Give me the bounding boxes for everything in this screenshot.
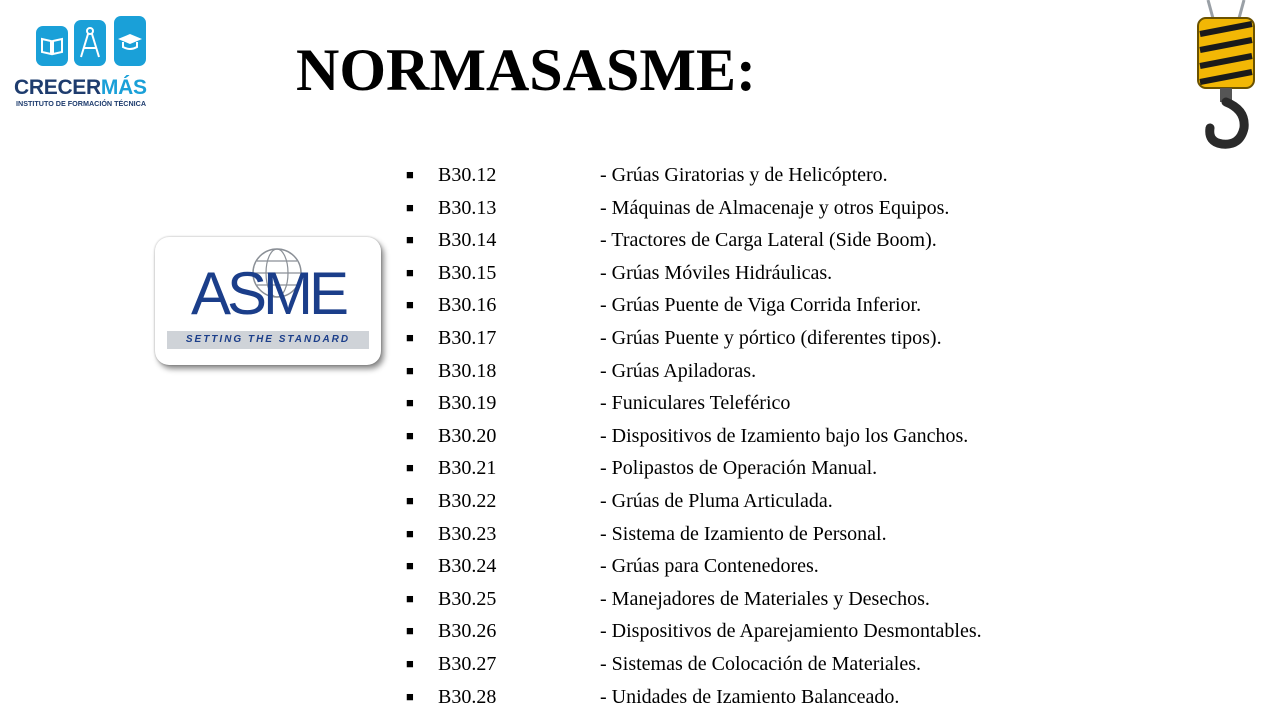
list-item	[406, 485, 982, 518]
norm-code: B30.14	[438, 229, 497, 252]
norm-description: - Dispositivos de Aparejamiento Desmontables.	[600, 620, 982, 643]
brand-tagline: INSTITUTO DE FORMACIÓN TÉCNICA	[16, 99, 147, 108]
bullet-icon: ■	[406, 590, 414, 606]
norm-code: B30.17	[438, 326, 497, 349]
list-item	[406, 387, 982, 420]
graduation-cap-icon	[114, 16, 146, 66]
list-item	[406, 518, 982, 551]
list-item	[406, 159, 982, 192]
bullet-icon: ■	[406, 427, 414, 443]
norm-code: B30.22	[438, 489, 497, 512]
list-item	[406, 192, 982, 225]
norm-description: - Manejadores de Materiales y Desechos.	[600, 587, 930, 610]
norms-list	[406, 159, 982, 713]
list-item	[406, 615, 982, 648]
norm-description: - Polipastos de Operación Manual.	[600, 457, 878, 480]
bullet-icon: ■	[406, 329, 414, 345]
norm-description: - Funiculares Teleférico	[600, 392, 791, 415]
norm-description: - Sistemas de Colocación de Materiales.	[600, 652, 922, 675]
norm-description: - Grúas Móviles Hidráulicas.	[600, 261, 833, 284]
norm-code: B30.19	[438, 392, 497, 415]
bullet-icon: ■	[406, 460, 414, 476]
norm-code: B30.15	[438, 261, 497, 284]
list-item	[406, 420, 982, 453]
list-item	[406, 322, 982, 355]
bullet-icon: ■	[406, 264, 414, 280]
bullet-icon: ■	[406, 232, 414, 248]
list-item	[406, 681, 982, 714]
crane-hook-icon	[1186, 0, 1266, 150]
norm-code: B30.12	[438, 164, 497, 186]
norm-description: - Tractores de Carga Lateral (Side Boom).	[600, 229, 937, 252]
bullet-icon: ■	[406, 297, 414, 313]
bullet-icon: ■	[406, 525, 414, 541]
asme-subtitle: SETTING THE STANDARD	[185, 334, 351, 345]
norm-code: B30.23	[438, 522, 497, 545]
list-item	[406, 583, 982, 616]
norm-description: - Grúas para Contenedores.	[600, 555, 819, 578]
norm-description: - Grúas Giratorias y de Helicóptero.	[600, 164, 888, 186]
bullet-icon: ■	[406, 623, 414, 639]
norm-description: - Dispositivos de Izamiento bajo los Ganchos.	[600, 424, 969, 447]
asme-logo	[155, 237, 381, 365]
norm-code: B30.13	[438, 196, 497, 219]
bullet-icon: ■	[406, 492, 414, 508]
list-item	[406, 224, 982, 257]
norm-description: - Unidades de Izamiento Balanceado.	[600, 685, 900, 708]
bullet-icon: ■	[406, 558, 414, 574]
list-item	[406, 550, 982, 583]
norm-code: B30.20	[438, 424, 497, 447]
norm-code: B30.27	[438, 652, 497, 675]
list-item	[406, 648, 982, 681]
brand-name: CRECERMÁS	[14, 76, 147, 99]
norm-code: B30.18	[438, 359, 497, 382]
norm-description: - Sistema de Izamiento de Personal.	[600, 522, 887, 545]
norm-description: - Grúas Puente y pórtico (diferentes tipos).	[600, 326, 942, 349]
asme-wordmark: ASME	[190, 260, 346, 327]
norm-code: B30.24	[438, 555, 497, 578]
list-item	[406, 289, 982, 322]
norm-code: B30.16	[438, 294, 497, 317]
norm-description: - Grúas Apiladoras.	[600, 359, 757, 382]
list-item	[406, 452, 982, 485]
compass-icon	[74, 20, 106, 66]
bullet-icon: ■	[406, 655, 414, 671]
list-item	[406, 355, 982, 388]
list-item	[406, 257, 982, 290]
bullet-icon: ■	[406, 395, 414, 411]
norm-code: B30.26	[438, 620, 497, 643]
bullet-icon: ■	[406, 167, 414, 182]
crecermas-logo	[14, 16, 174, 108]
norm-description: - Máquinas de Almacenaje y otros Equipos.	[600, 196, 950, 219]
norm-code: B30.28	[438, 685, 497, 708]
norm-code: B30.25	[438, 587, 497, 610]
norm-code: B30.21	[438, 457, 497, 480]
bullet-icon: ■	[406, 362, 414, 378]
bullet-icon: ■	[406, 688, 414, 704]
norm-description: - Grúas Puente de Viga Corrida Inferior.	[600, 294, 922, 317]
norm-description: - Grúas de Pluma Articulada.	[600, 489, 833, 512]
bullet-icon: ■	[406, 199, 414, 215]
page-title: NORMASASME:	[296, 37, 756, 103]
book-icon	[36, 26, 68, 66]
